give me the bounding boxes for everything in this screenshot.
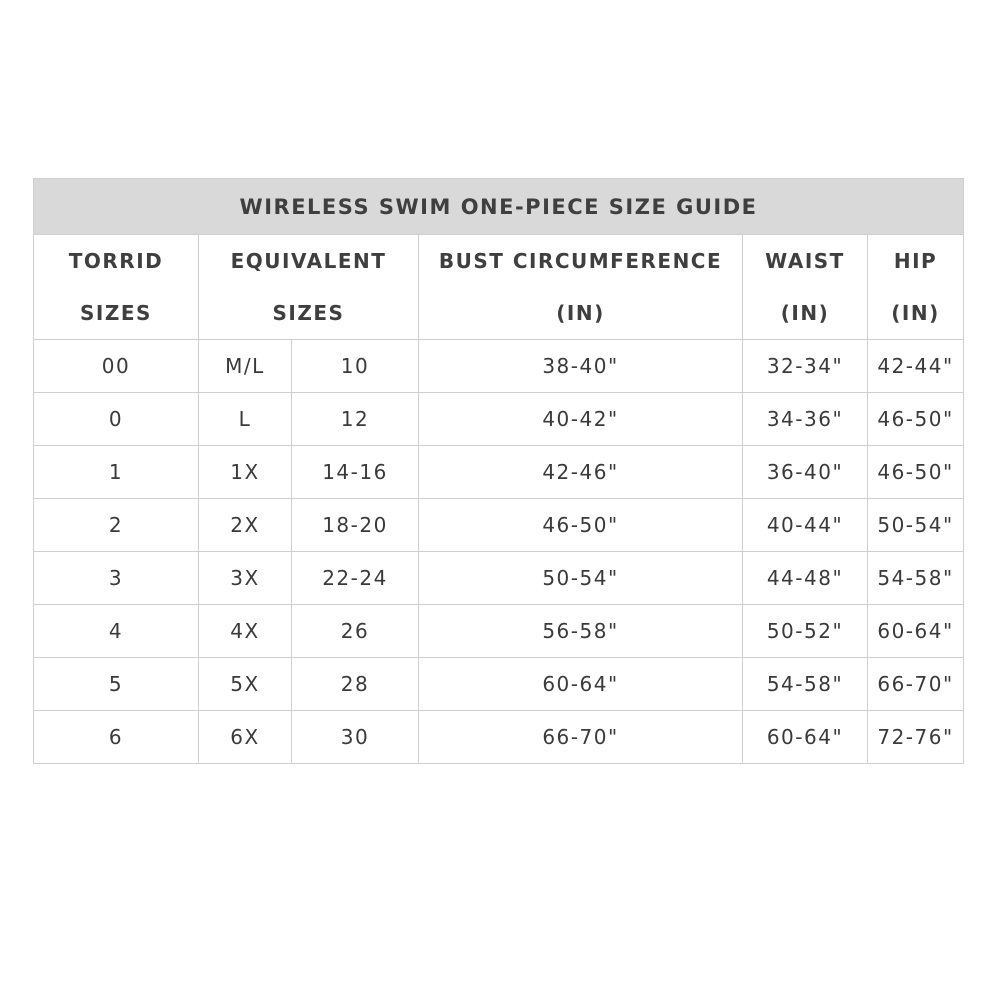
waist-cell: 54-58" — [743, 658, 868, 711]
waist-cell: 36-40" — [743, 446, 868, 499]
header-row — [34, 235, 964, 340]
equivalent-number-cell: 28 — [292, 658, 419, 711]
hip-cell: 54-58" — [868, 552, 964, 605]
hip-cell: 46-50" — [868, 393, 964, 446]
equivalent-number-cell: 18-20 — [292, 499, 419, 552]
header-hip — [868, 235, 964, 340]
header-bust-line-1: BUST CIRCUMFERENCE — [438, 249, 723, 273]
hip-cell: 66-70" — [868, 658, 964, 711]
bust-cell: 40-42" — [419, 393, 743, 446]
equivalent-number-cell: 30 — [292, 711, 419, 764]
table-row — [34, 340, 964, 393]
hip-cell: 60-64" — [868, 605, 964, 658]
equivalent-letter-cell: 2X — [199, 499, 292, 552]
table-row — [34, 605, 964, 658]
hip-cell: 72-76" — [868, 711, 964, 764]
equivalent-number-cell: 12 — [292, 393, 419, 446]
equivalent-number-cell: 10 — [292, 340, 419, 393]
table-row — [34, 499, 964, 552]
equivalent-number-cell: 22-24 — [292, 552, 419, 605]
hip-cell: 50-54" — [868, 499, 964, 552]
table-row — [34, 393, 964, 446]
header-hip-line-1: HIP — [893, 249, 938, 273]
equivalent-letter-cell: 4X — [199, 605, 292, 658]
equivalent-letter-cell: 5X — [199, 658, 292, 711]
header-bust — [419, 235, 743, 340]
title-row — [34, 179, 964, 235]
equivalent-letter-cell: 1X — [199, 446, 292, 499]
waist-cell: 34-36" — [743, 393, 868, 446]
header-waist-line-2: (IN) — [780, 301, 830, 325]
torrid-size-cell: 00 — [34, 340, 199, 393]
waist-cell: 44-48" — [743, 552, 868, 605]
torrid-size-cell: 4 — [34, 605, 199, 658]
header-hip-line-2: (IN) — [891, 301, 940, 325]
header-equivalent-line-2: SIZES — [272, 301, 345, 325]
torrid-size-cell: 3 — [34, 552, 199, 605]
equivalent-letter-cell: 6X — [199, 711, 292, 764]
torrid-size-cell: 6 — [34, 711, 199, 764]
waist-cell: 50-52" — [743, 605, 868, 658]
table-row — [34, 711, 964, 764]
hip-cell: 42-44" — [868, 340, 964, 393]
bust-cell: 66-70" — [419, 711, 743, 764]
equivalent-number-cell: 26 — [292, 605, 419, 658]
equivalent-letter-cell: 3X — [199, 552, 292, 605]
bust-cell: 38-40" — [419, 340, 743, 393]
waist-cell: 40-44" — [743, 499, 868, 552]
torrid-size-cell: 0 — [34, 393, 199, 446]
equivalent-letter-cell: M/L — [199, 340, 292, 393]
torrid-size-cell: 2 — [34, 499, 199, 552]
header-bust-line-2: (IN) — [556, 301, 605, 325]
torrid-size-cell: 1 — [34, 446, 199, 499]
table-row — [34, 446, 964, 499]
header-equivalent-line-1: EQUIVALENT — [230, 249, 387, 273]
header-equivalent-sizes — [199, 235, 419, 340]
header-torrid-sizes — [34, 235, 199, 340]
header-waist-line-1: WAIST — [765, 249, 845, 273]
table-row — [34, 552, 964, 605]
size-table-body — [34, 179, 964, 764]
waist-cell: 32-34" — [743, 340, 868, 393]
table-row — [34, 658, 964, 711]
bust-cell: 42-46" — [419, 446, 743, 499]
bust-cell: 56-58" — [419, 605, 743, 658]
hip-cell: 46-50" — [868, 446, 964, 499]
header-waist — [743, 235, 868, 340]
bust-cell: 60-64" — [419, 658, 743, 711]
torrid-size-cell: 5 — [34, 658, 199, 711]
waist-cell: 60-64" — [743, 711, 868, 764]
header-torrid-line-1: TORRID — [68, 249, 164, 273]
header-torrid-line-2: SIZES — [80, 301, 152, 325]
bust-cell: 46-50" — [419, 499, 743, 552]
size-guide-table — [33, 178, 964, 764]
equivalent-number-cell: 14-16 — [292, 446, 419, 499]
equivalent-letter-cell: L — [199, 393, 292, 446]
bust-cell: 50-54" — [419, 552, 743, 605]
table-title: WIRELESS SWIM ONE-PIECE SIZE GUIDE — [34, 179, 964, 235]
